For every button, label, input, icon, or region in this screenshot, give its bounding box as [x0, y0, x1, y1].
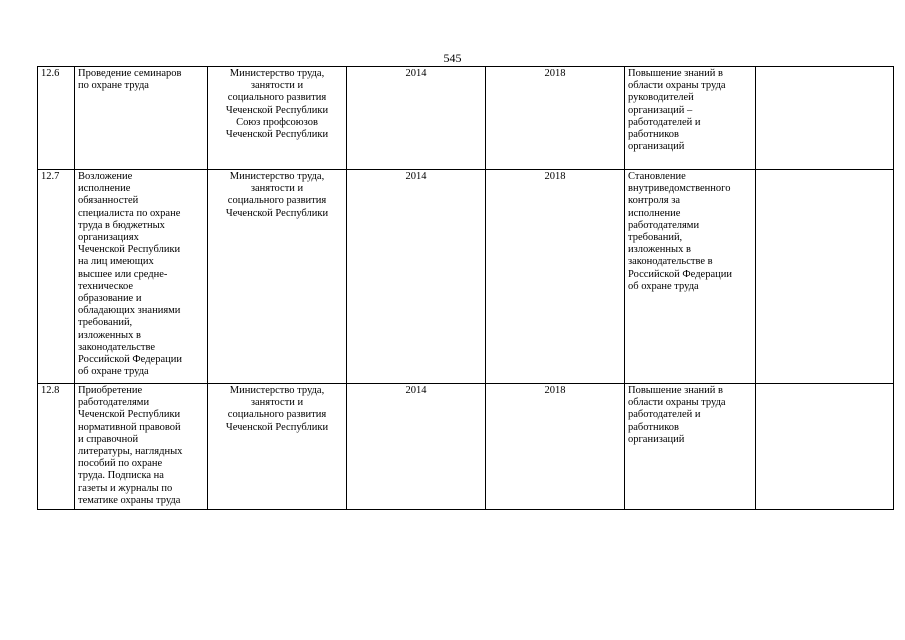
- result-text: Становление внутриведомственного контроля за исполнение работодателями требований, изложенных в законодательстве в Российской Федерации об охране труда: [628, 171, 732, 292]
- result-text: Повышение знаний в области охраны труда работодателей и работников организаций: [628, 385, 726, 445]
- measures-table: [37, 66, 894, 510]
- result-text: Повышение знаний в области охраны труда руководителей организаций – работодателей и работников организаций: [628, 68, 726, 153]
- page-number: 545: [443, 51, 462, 65]
- result-cell: [625, 67, 756, 170]
- event-text: Возложение исполнение обязанностей специалиста по охране труда в бюджетных организациях Чеченской Республики на лиц имеющих высшее или средне- техническое образование и обладающих знаниями требований, изложенных в законодательстве Российской Федерации об охране труда: [78, 171, 182, 378]
- executor-cell: [208, 384, 347, 510]
- row-number: 12.7: [41, 171, 60, 182]
- start-year-cell: [347, 384, 486, 510]
- executor-text: Министерство труда, занятости и социального развития Чеченской Республики: [225, 385, 329, 433]
- end-year-cell: [486, 67, 625, 170]
- empty-cell: [756, 170, 894, 384]
- row-number-cell: [38, 170, 75, 384]
- table-row-12-8: [38, 384, 894, 510]
- row-number-cell: [38, 67, 75, 170]
- row-number-cell: [38, 384, 75, 510]
- end-year-cell: [486, 384, 625, 510]
- end-year-cell: [486, 170, 625, 384]
- start-year-cell: [347, 170, 486, 384]
- executor-text: Министерство труда, занятости и социального развития Чеченской Республики Союз профсоюзов Чеченской Республики: [225, 68, 329, 141]
- empty-cell: [756, 67, 894, 170]
- executor-cell: [208, 170, 347, 384]
- table-row-12-7: [38, 170, 894, 384]
- executor-cell: [208, 67, 347, 170]
- end-year: 2018: [544, 171, 566, 182]
- empty-cell: [756, 384, 894, 510]
- event-cell: [75, 67, 208, 170]
- event-cell: [75, 384, 208, 510]
- row-number: 12.8: [41, 385, 60, 396]
- executor-text: Министерство труда, занятости и социального развития Чеченской Республики: [225, 171, 329, 219]
- start-year: 2014: [405, 171, 427, 182]
- result-cell: [625, 384, 756, 510]
- row-number: 12.6: [41, 68, 60, 79]
- end-year: 2018: [544, 68, 566, 79]
- start-year: 2014: [405, 385, 427, 396]
- table-row-12-6: [38, 67, 894, 170]
- result-cell: [625, 170, 756, 384]
- start-year: 2014: [405, 68, 427, 79]
- event-cell: [75, 170, 208, 384]
- event-text: Приобретение работодателями Чеченской Республики нормативной правовой и справочной литературы, наглядных пособий по охране труда. Подписка на газеты и журналы по тематике охраны труда: [78, 385, 183, 506]
- event-text: Проведение семинаров по охране труда: [78, 68, 182, 92]
- start-year-cell: [347, 67, 486, 170]
- end-year: 2018: [544, 385, 566, 396]
